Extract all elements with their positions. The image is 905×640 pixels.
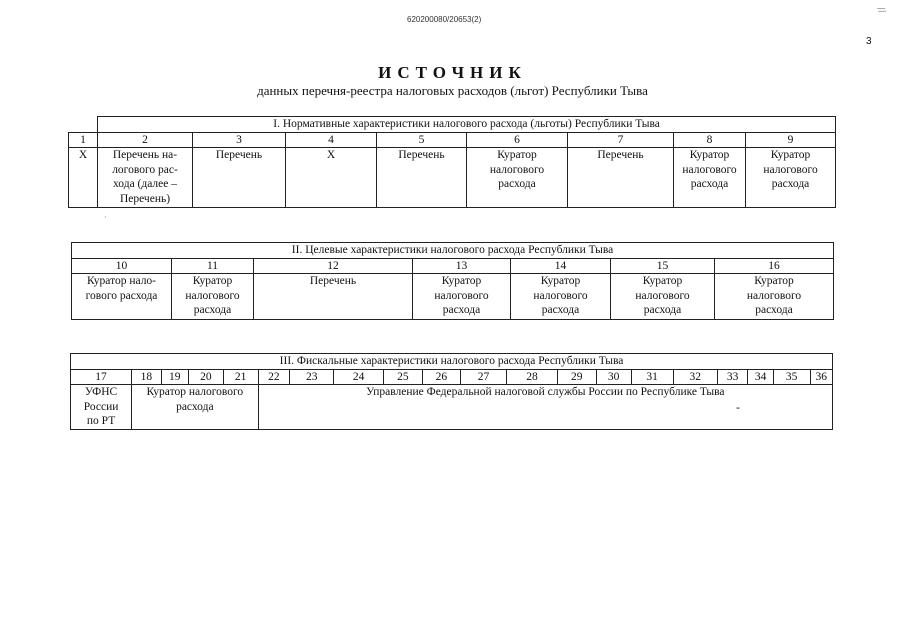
data-cell: Куратор налогового расхода <box>746 148 836 208</box>
dash-mark: - <box>736 402 740 414</box>
column-number: 35 <box>773 369 810 385</box>
document-id: 620200080/20653(2) <box>407 15 482 24</box>
column-number: 19 <box>161 369 188 385</box>
column-number: 17 <box>71 369 132 385</box>
column-number: 8 <box>674 132 746 148</box>
data-cell-fns <box>258 385 832 430</box>
column-number: 10 <box>72 258 172 274</box>
column-number: 29 <box>557 369 596 385</box>
column-number: 2 <box>98 132 193 148</box>
page-title: ИСТОЧНИК <box>378 63 527 82</box>
column-number: 13 <box>413 258 511 274</box>
column-number: 30 <box>596 369 631 385</box>
section1-table <box>68 116 836 208</box>
column-number: 24 <box>334 369 384 385</box>
section2-table <box>71 242 834 320</box>
data-cell: Куратор налогового расхода <box>611 274 715 320</box>
column-number: 3 <box>193 132 286 148</box>
section2-title: II. Целевые характеристики налогового расхода Республики Тыва <box>72 243 834 259</box>
column-number: 14 <box>511 258 611 274</box>
column-number: 7 <box>568 132 674 148</box>
section1-title: I. Нормативные характеристики налогового расхода (льготы) Республики Тыва <box>98 117 836 133</box>
column-number: 6 <box>467 132 568 148</box>
data-cell: Куратор налогового расхода <box>413 274 511 320</box>
data-cell-curator: Куратор налогового расхода <box>132 385 258 430</box>
column-number: 25 <box>383 369 422 385</box>
column-number: 20 <box>189 369 224 385</box>
column-number: 21 <box>223 369 258 385</box>
section1-blank-cell <box>69 117 98 133</box>
page-subtitle: данных перечня-реестра налоговых расходов (льгот) Республики Тыва <box>257 83 648 98</box>
column-number: 11 <box>172 258 254 274</box>
section3-table <box>70 353 833 430</box>
data-cell-ufns: УФНС России по РТ <box>71 385 132 430</box>
column-number: 34 <box>748 369 773 385</box>
column-number: 9 <box>746 132 836 148</box>
scan-speck: · <box>104 213 107 222</box>
data-cell: Перечень <box>254 274 413 320</box>
data-cell: Куратор нало- гового расхода <box>72 274 172 320</box>
column-number: 23 <box>290 369 334 385</box>
column-number: 1 <box>69 132 98 148</box>
fns-text: Управление Федеральной налоговой службы России по Республике Тыва <box>366 386 725 398</box>
column-number: 36 <box>810 369 832 385</box>
data-cell: X <box>69 148 98 208</box>
column-number: 26 <box>422 369 460 385</box>
column-number: 5 <box>377 132 467 148</box>
column-number: 4 <box>286 132 377 148</box>
data-cell: Перечень <box>377 148 467 208</box>
data-cell: Куратор налогового расхода <box>715 274 834 320</box>
column-number: 33 <box>717 369 748 385</box>
page-number: 3 <box>866 36 872 47</box>
column-number: 27 <box>460 369 506 385</box>
data-cell: Куратор налогового расхода <box>467 148 568 208</box>
data-cell: Куратор налогового расхода <box>511 274 611 320</box>
corner-handwritten-mark: // <box>874 5 888 15</box>
column-number: 15 <box>611 258 715 274</box>
data-cell: Перечень на- логового рас- хода (далее – Перечень) <box>98 148 193 208</box>
data-cell: X <box>286 148 377 208</box>
column-number: 28 <box>507 369 558 385</box>
data-cell: Перечень <box>568 148 674 208</box>
column-number: 22 <box>258 369 290 385</box>
column-number: 18 <box>132 369 162 385</box>
section3-title: III. Фискальные характеристики налогового расхода Республики Тыва <box>71 354 833 370</box>
column-number: 12 <box>254 258 413 274</box>
data-cell: Куратор налогового расхода <box>172 274 254 320</box>
column-number: 16 <box>715 258 834 274</box>
data-cell: Перечень <box>193 148 286 208</box>
column-number: 32 <box>673 369 717 385</box>
data-cell: Куратор налогового расхода <box>674 148 746 208</box>
column-number: 31 <box>631 369 673 385</box>
